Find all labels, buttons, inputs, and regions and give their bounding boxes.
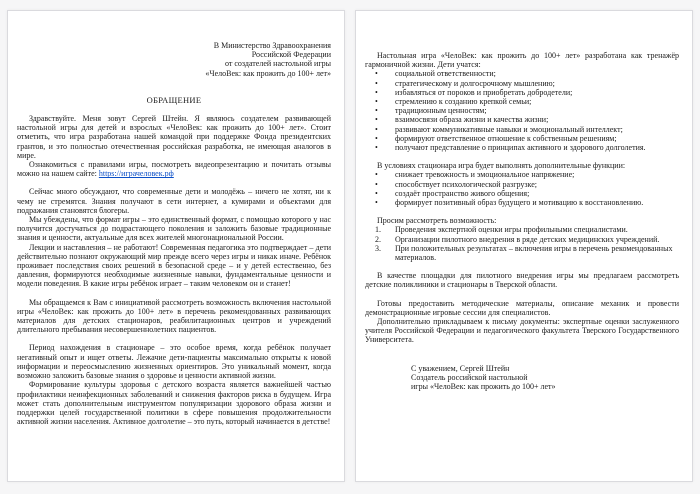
- list-item: • взаимосвязи образа жизни и качества жизни;: [365, 115, 679, 124]
- requests-numbered-list: [365, 225, 679, 262]
- list-item: • развивают коммуникативные навыки и эмоциональный интеллект;: [365, 125, 679, 134]
- learning-bullet-list: [365, 69, 679, 152]
- paragraph-hospital-period: Период нахождения в стационаре – это особое время, когда ребёнок получает негативный опыт и ищет ответы. Лежачие дети-пациенты максимально открыты к новой информации и переосмыслению жизненных ориентиров. Это уникальный момент, когда возможно заложить базовые знания о здоровье и ценности активной жизни.: [17, 343, 331, 381]
- paragraph-documents: Дополнительно прикладываем к письму документы: экспертные оценки заслуженного учителя Российской Федерации и педагогического факультета Тверского Государственного Университета.: [365, 317, 679, 345]
- list-item: • социальной ответственности;: [365, 69, 679, 78]
- functions-bullet-list: [365, 170, 679, 207]
- signature-line: Создатель российской настольной: [411, 372, 528, 382]
- paragraph-website: [17, 160, 331, 178]
- paragraph-pilot-site: В качестве площадки для пилотного внедрения игры мы предлагаем рассмотреть детские поликлиники и стационары в Тверской области.: [365, 271, 679, 290]
- list-item: • формирует позитивный образ будущего и мотивацию к восстановлению.: [365, 198, 679, 207]
- recipient-block: [17, 41, 331, 78]
- list-item: При положительных результатах – включения игры в перечень рекомендованных материалов.: [395, 243, 673, 263]
- paragraph-request: Просим рассмотреть возможность:: [377, 216, 497, 226]
- paragraph-stationar: В условиях стационара игра будет выполнять дополнительные функции:: [377, 161, 626, 171]
- list-item: • снижает тревожность и эмоциональное напряжение;: [365, 170, 679, 179]
- signature-line: С уважением, Сергей Штейн: [411, 363, 510, 373]
- paragraph-initiative: Мы обращаемся к Вам с инициативой рассмотреть возможность включения настольной игры «ЧелоВек: как прожить до 100+ лет» в перечень рекомендованных развивающих материалов для детских стационаров, реабилитационных центров и учреждений длительного пребывания несовершеннолетних пациентов.: [17, 297, 331, 335]
- website-link[interactable]: https://играчеловек.рф: [98, 169, 174, 179]
- recipient-line: «ЧелоВек: как прожить до 100+ лет»: [205, 68, 331, 78]
- list-item: • стремлению к созданию крепкой семьи;: [365, 97, 679, 106]
- recipient-line: от создателей настольной игры: [224, 59, 331, 69]
- paragraph-youth: Сейчас много обсуждают, что современные дети и молодёжь – ничего не хотят, ни к чему не стремятся. Знания получают в сети интернет, а кумирами и объектами для подражания становятся блогеры.: [17, 187, 331, 215]
- letter-page-2: [355, 10, 693, 482]
- list-item: • стратегическому и долгосрочному мышлению;: [365, 79, 679, 88]
- website-paragraph-text: Ознакомиться с правилами игры, посмотреть видеопрезентацию и почитать отзывы можно на нашем сайте:: [17, 160, 331, 179]
- list-item: • избавляться от пороков и приобретать добродетели;: [365, 88, 679, 97]
- signature-block: [411, 364, 679, 392]
- signature-line: игры «ЧелоВек: как прожить до 100+ лет»: [411, 382, 556, 392]
- list-item: • создаёт пространство живого общения;: [365, 189, 679, 198]
- list-item: • традиционным ценностям;: [365, 106, 679, 115]
- list-item: • получают представление о принципах активного и здорового долголетия.: [365, 143, 679, 152]
- list-item: Проведения экспертной оценки игры профильными специалистами.: [395, 225, 628, 235]
- recipient-line: В Министерство Здравоохранения: [213, 41, 331, 50]
- letter-page-1: [7, 10, 345, 482]
- letter-heading: ОБРАЩЕНИЕ: [146, 94, 202, 105]
- recipient-line: Российской Федерации: [251, 50, 331, 60]
- paragraph-ready: Готовы предоставить методические материалы, описание механик и провести демонстрационные игровые сессии для специалистов.: [365, 298, 679, 317]
- paragraph-game-intro: Настольная игра «ЧелоВек: как прожить до 100+ лет» разработана как тренажёр гармоничной жизни. Дети учатся:: [365, 51, 679, 70]
- list-item: • способствует психологической разгрузке;: [365, 180, 679, 189]
- paragraph-convinced: Мы убеждены, что формат игры – это единственный формат, с помощью которого у нас получится достучаться до подрастающего поколения и заложить базовые традиционные знания и ценности, актуальные для всех жителей многонациональной России.: [17, 215, 331, 243]
- paragraph-greeting: Здравствуйте. Меня зовут Сергей Штейн. Я являюсь создателем развивающей настольной игры для детей и взрослых «ЧелоВек: как прожить до 100+ лет». Стоит отметить, что игра разработана нашей командой при поддержке Фонда президентских грантов, и это полностью отечественная российская разработка, не имеющая аналогов в мире.: [17, 114, 331, 160]
- paragraph-lectures: Лекции и наставления – не работают! Современная педагогика это подтверждает – дети действительно познают окружающий мир прежде всего через игры и никак иначе. Ребёнок проживает последствия своих решений в безопасной среде – и у детей естественно, без давления, формируются необходимые жизненные навыки, фундаментальные ценности и модели поведения. В какие игры ребёнок играет – таким человеком он и станет!: [17, 242, 331, 289]
- list-item: Организации пилотного внедрения в ряде детских медицинских учреждений.: [395, 234, 660, 244]
- paragraph-health-culture: Формирование культуры здоровья с детского возраста является важнейшей частью профилактики неинфекционных заболеваний и снижения факторов риска в будущем. Игра может стать дополнительным инструментом популяризации здорового образа жизни и поддержки целей государственной политики в сфере повышения продолжительности активной жизни населения. Активное долголетие – это путь, который начинается в детстве!: [17, 380, 331, 427]
- list-item: • формируют ответственное отношение к собственным решениям;: [365, 134, 679, 143]
